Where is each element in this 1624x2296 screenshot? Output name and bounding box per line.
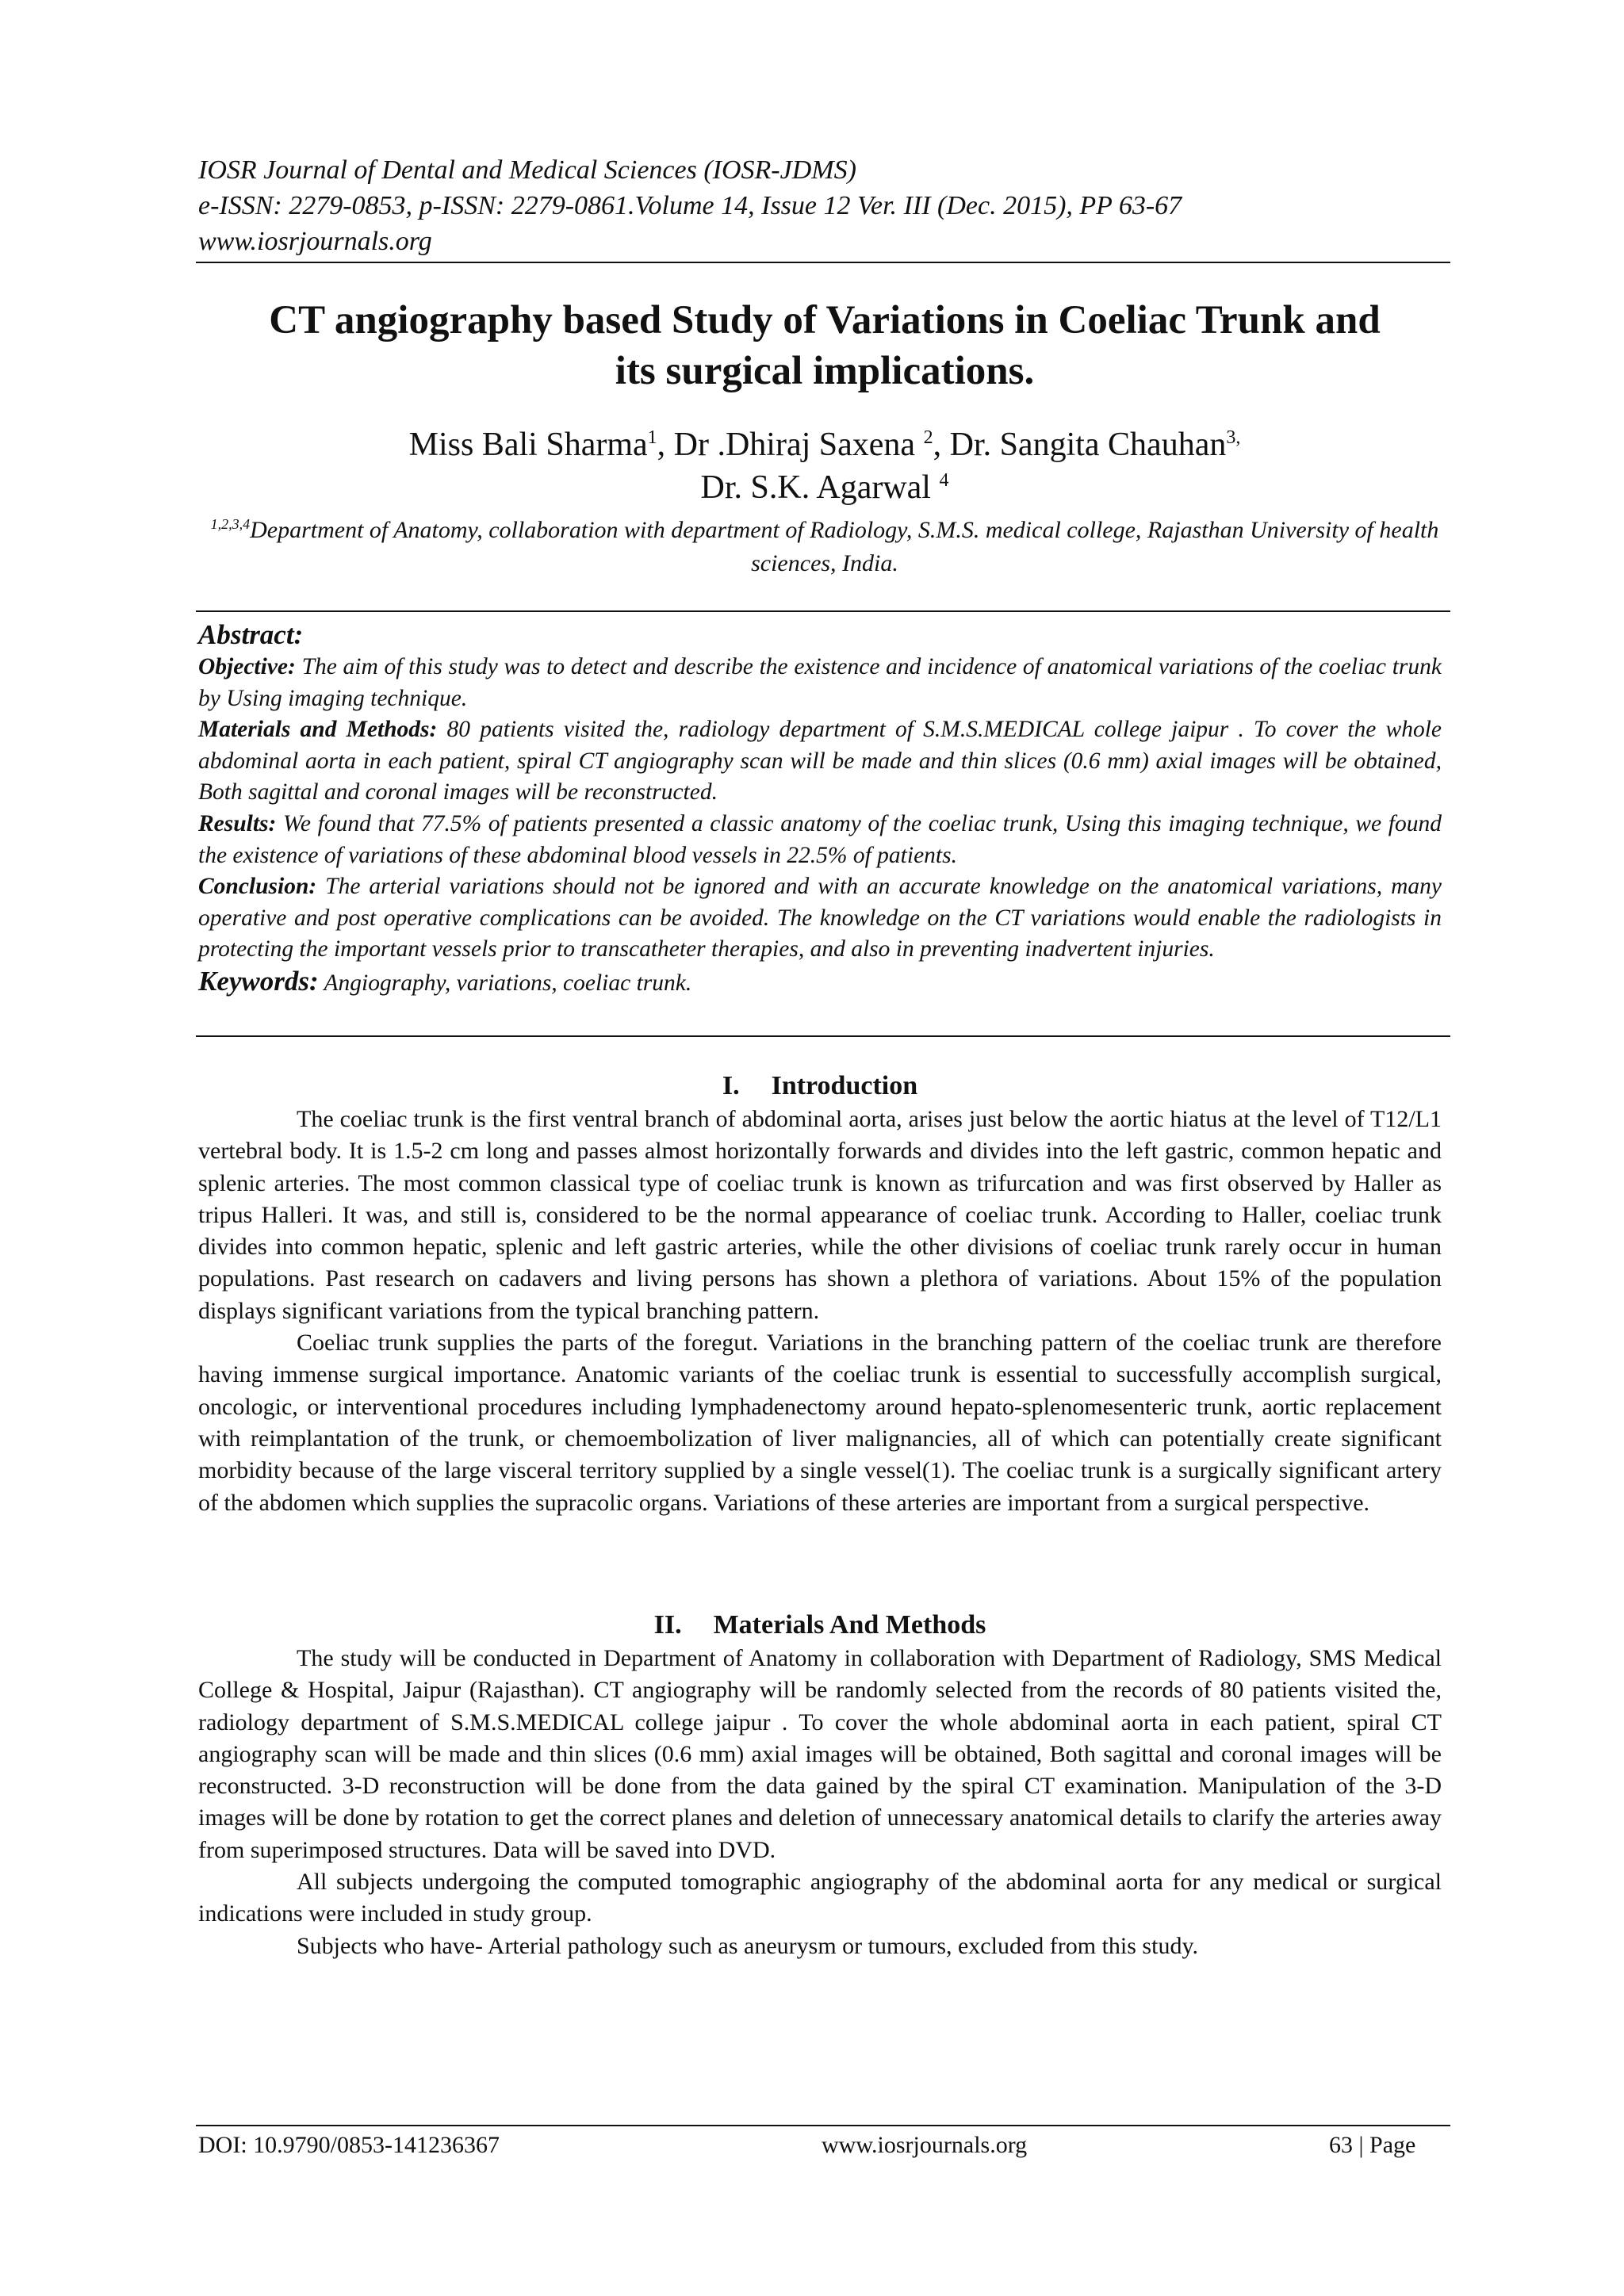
- section-heading-introduction: [198, 1070, 1442, 1102]
- author-superscript: 3,: [1226, 427, 1241, 448]
- section-number: II.: [653, 1610, 682, 1640]
- author-line-2: [182, 466, 1467, 509]
- paragraph: Subjects who have- Arterial pathology such as aneurysm or tumours, excluded from this study.: [297, 1932, 1198, 1959]
- abstract-results: [198, 809, 1442, 871]
- abstract-top-rule: [196, 610, 1450, 612]
- section-title: Introduction: [771, 1071, 918, 1100]
- objective-label: Objective:: [198, 654, 296, 679]
- affiliation: [198, 514, 1451, 580]
- abstract-bottom-rule: [196, 1035, 1450, 1037]
- conclusion-text: The arterial variations should not be ignored and with an accurate knowledge on the anatomical variations, many operative and post operative complications can be avoided. The knowledge on the CT variations would enable the radiologists in protecting the important vessels prior to transcatheter therapies, and also in preventing inadvertent injuries.: [198, 874, 1442, 962]
- abstract-block: [198, 618, 1442, 1000]
- footer-page-number: 63 | Page: [1329, 2132, 1416, 2158]
- section-number: I.: [722, 1071, 740, 1100]
- journal-website[interactable]: www.iosrjournals.org: [198, 227, 432, 256]
- affiliation-superscript: 1,2,3,4: [210, 516, 251, 532]
- footer-doi: DOI: 10.9790/0853-141236367: [198, 2132, 500, 2158]
- footer-rule: [196, 2125, 1450, 2126]
- author-superscript: 2: [923, 427, 933, 448]
- author-name: Dr. S.K. Agarwal: [700, 469, 940, 506]
- methods-label: Materials and Methods:: [198, 717, 438, 743]
- author-name: Miss Bali Sharma: [408, 427, 648, 463]
- abstract-methods: [198, 714, 1442, 809]
- header-rule: [196, 262, 1450, 263]
- paragraph: The study will be conducted in Department of Anatomy in collaboration with Department of Radiology, SMS Medical College & Hospital, Jaipur (Rajasthan). CT angiography will be randomly selected from the records of 80 patients visited the, radiology department of S.M.S.MEDICAL college jaipur . To cover the whole abdominal aorta in each patient, spiral CT angiography scan will be made and thin slices (0.6 mm) axial images will be obtained, Both sagittal and coronal images will be reconstructed. 3-D reconstruction will be done from the data gained by the spiral CT examination. Manipulation of the 3-D images will be done by rotation to get the correct planes and deletion of unnecessary anatomical details to clarify the arteries away from superimposed structures. Data will be saved into DVD.: [198, 1645, 1442, 1863]
- keywords-text: Angiography, variations, coeliac trunk.: [318, 970, 692, 996]
- abstract-heading: Abstract:: [198, 619, 304, 650]
- author-list: [182, 423, 1467, 509]
- author-name: , Dr. Sangita Chauhan: [933, 427, 1227, 463]
- abstract-keywords: [198, 966, 1442, 1000]
- conclusion-label: Conclusion:: [198, 874, 317, 900]
- author-line-1: [182, 423, 1467, 466]
- objective-text: The aim of this study was to detect and describe the existence and incidence of anatomical variations of the coeliac trunk by Using imaging technique.: [198, 654, 1442, 711]
- paper-title: [182, 295, 1467, 396]
- methods-text: 80 patients visited the, radiology department of S.M.S.MEDICAL college jaipur . To cover the whole abdominal aorta in each patient, spiral CT angiography scan will be made and thin slices (0.6 mm) axial images will be obtained, Both sagittal and coronal images will be reconstructed.: [198, 717, 1442, 806]
- footer-website[interactable]: www.iosrjournals.org: [822, 2132, 1028, 2158]
- results-label: Results:: [198, 810, 277, 836]
- author-superscript: 4: [939, 470, 949, 491]
- section-title: Materials And Methods: [713, 1610, 986, 1640]
- affiliation-text: Department of Anatomy, collaboration with department of Radiology, S.M.S. medical college, Rajasthan University of health sciences, India.: [250, 517, 1439, 576]
- abstract-conclusion: [198, 871, 1442, 966]
- keywords-label: Keywords:: [198, 965, 319, 997]
- author-superscript: 1: [647, 427, 657, 448]
- results-text: We found that 77.5% of patients presented a classic anatomy of the coeliac trunk, Using this imaging technique, we found the existence of variations of these abdominal blood vessels in 22.5% of patients.: [198, 810, 1442, 868]
- issn-line: e-ISSN: 2279-0853, p-ISSN: 2279-0861.Volume 14, Issue 12 Ver. III (Dec. 2015), PP 63-67: [198, 191, 1182, 220]
- journal-header: [198, 152, 1451, 259]
- paragraph: All subjects undergoing the computed tomographic angiography of the abdominal aorta for any medical or surgical indications were included in study group.: [198, 1869, 1442, 1927]
- author-name: , Dr .Dhiraj Saxena: [657, 427, 924, 463]
- section-heading-materials-methods: [198, 1609, 1442, 1641]
- methods-body: [198, 1643, 1442, 1962]
- paragraph: The coeliac trunk is the first ventral branch of abdominal aorta, arises just below the aortic hiatus at the level of T12/L1 vertebral body. It is 1.5-2 cm long and passes almost horizontally forwards and divides into the left gastric, common hepatic and splenic arteries. The most common classical type of coeliac trunk is known as trifurcation and was first observed by Haller as tripus Halleri. It was, and still is, considered to be the normal appearance of coeliac trunk. According to Haller, coeliac trunk divides into common hepatic, splenic and left gastric arteries, while the other divisions of coeliac trunk rarely occur in human populations. Past research on cadavers and living persons has shown a plethora of variations. About 15% of the population displays significant variations from the typical branching pattern.: [198, 1106, 1442, 1324]
- title-line-2: its surgical implications.: [615, 349, 1035, 393]
- journal-name: IOSR Journal of Dental and Medical Sciences (IOSR-JDMS): [198, 155, 856, 185]
- paragraph: Coeliac trunk supplies the parts of the foregut. Variations in the branching pattern of the coeliac trunk are therefore having immense surgical importance. Anatomic variants of the coeliac trunk is essential to successfully accomplish surgical, oncologic, or interventional procedures including lymphadenectomy around hepato-splenomesenteric trunk, aortic replacement with reimplantation of the trunk, or chemoembolization of liver malignancies, all of which can potentially create significant morbidity because of the large visceral territory supplied by a single vessel(1). The coeliac trunk is a surgically significant artery of the abdomen which supplies the supracolic organs. Variations of these arteries are important from a surgical perspective.: [198, 1330, 1442, 1516]
- introduction-body: [198, 1104, 1442, 1519]
- abstract-objective: [198, 652, 1442, 714]
- title-line-1: CT angiography based Study of Variations in Coeliac Trunk and: [269, 298, 1381, 342]
